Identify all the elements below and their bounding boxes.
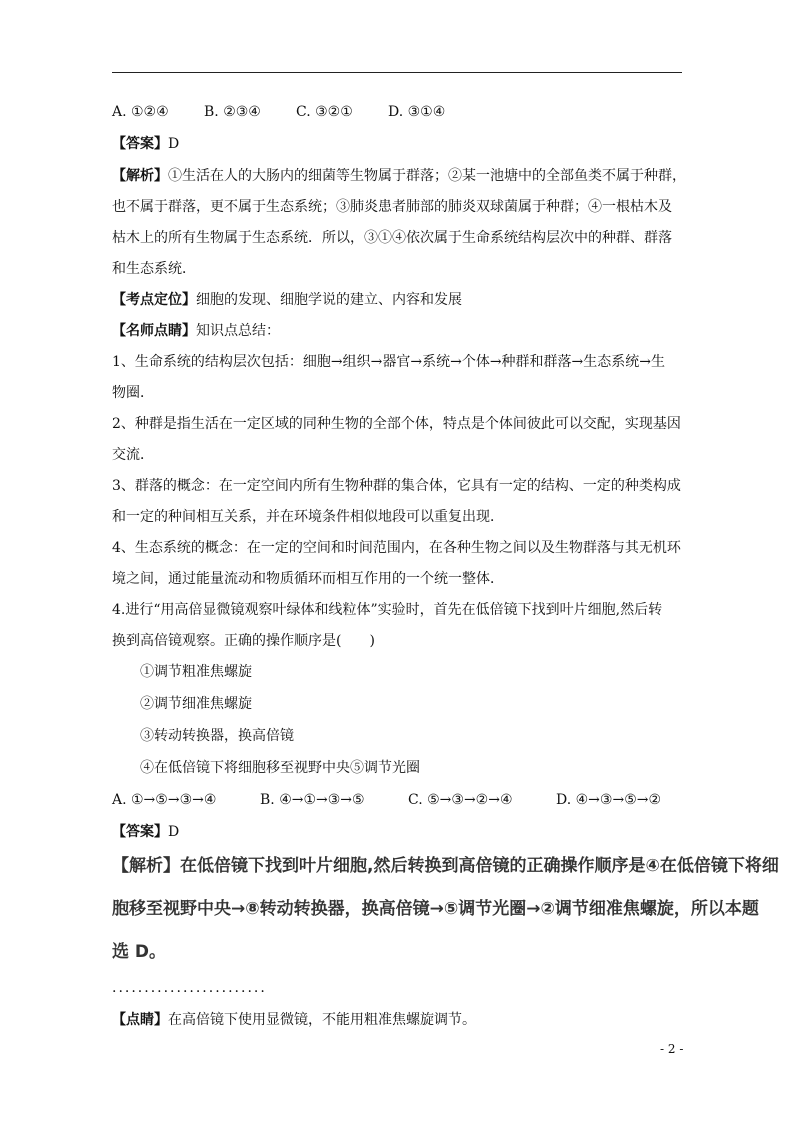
q3-analysis-line: 也不属于群落，更不属于生态系统；③肺炎患者肺部的肺炎双球菌属于种群；④一根枯木及 [112, 199, 672, 215]
summary-line: 物圈． [112, 385, 154, 401]
summary-line: 4、生态系统的概念：在一定的空间和时间范围内，在各种生物之间以及生物群落与其无机环 [112, 540, 681, 556]
page-number: - 2 - [660, 1042, 684, 1056]
q3-kp-text: 细胞的发现、细胞学说的建立、内容和发展 [196, 292, 462, 308]
q3-tip-label: 【名师点睛】 [112, 323, 196, 339]
q4-answer [112, 822, 179, 842]
q3-tip-text: 知识点总结： [196, 323, 280, 339]
q4-step: ①调节粗准焦螺旋 [140, 664, 252, 680]
q3-kp-label: 【考点定位】 [112, 292, 196, 308]
summary-line: 1、生命系统的结构层次包括：细胞→组织→器官→系统→个体→种群和群落→生态系统→生 [112, 354, 666, 370]
q3-answer [112, 134, 179, 154]
q3-option-a: A. ①②④ [112, 104, 169, 120]
q4-options [112, 790, 661, 810]
q4-option-b: B. ④→①→③→⑤ [260, 792, 365, 808]
summary-line: 3、群落的概念：在一定空间内所有生物种群的集合体，它具有一定的结构、一定的种类构成 [112, 478, 681, 494]
q4-step: ③转动转换器，换高倍镜 [140, 728, 294, 744]
dotted-separator: ........................ [112, 980, 267, 996]
q4-point-text: 在高倍镜下使用显微镜，不能用粗准焦螺旋调节。 [168, 1012, 476, 1028]
q3-answer-label: 【答案】 [112, 136, 168, 152]
q4-stem-line: 4.进行“用高倍显微镜观察叶绿体和线粒体”实验时，首先在低倍镜下找到叶片细胞,然后转 [112, 602, 663, 618]
summary-line: 2、种群是指生活在一定区域的同种生物的全部个体，特点是个体间彼此可以交配，实现基因 [112, 416, 681, 432]
q4-analysis-line: 【解析】在低倍镜下找到叶片细胞,然后转换到高倍镜的正确操作顺序是④在低倍镜下将细 [112, 856, 779, 876]
q3-teacher-tip [112, 321, 280, 341]
q4-point-label: 【点睛】 [112, 1012, 168, 1028]
q4-answer-label: 【答案】 [112, 824, 168, 840]
q3-option-d: D. ③①④ [388, 104, 446, 120]
q3-analysis-line: 枯木上的所有生物属于生态系统．所以，③①④依次属于生命系统结构层次中的种群、群落 [112, 230, 672, 246]
header-rule [112, 72, 682, 73]
q4-analysis-line: 选 D。 [112, 942, 167, 962]
q3-analysis-line: 【解析】①生活在人的大肠内的细菌等生物属于群落；②某一池塘中的全部鱼类不属于种群， [112, 168, 686, 184]
q4-step: ②调节细准焦螺旋 [140, 696, 252, 712]
q4-answer-value: D [168, 824, 180, 840]
q3-answer-value: D [168, 136, 180, 152]
q3-analysis-label: 【解析】 [112, 168, 168, 184]
q4-option-a: A. ①→⑤→③→④ [112, 792, 217, 808]
q4-point [112, 1010, 476, 1030]
q3-knowledge-point [112, 290, 462, 310]
q3-options [112, 102, 445, 122]
q3-analysis-line: 和生态系统． [112, 261, 196, 277]
q4-option-c: C. ⑤→③→②→④ [408, 792, 513, 808]
q3-option-b: B. ②③④ [204, 104, 261, 120]
q3-option-c: C. ③②① [296, 104, 353, 120]
q4-step: ④在低倍镜下将细胞移至视野中央⑤调节光圈 [140, 760, 420, 776]
q4-option-d: D. ④→③→⑤→② [556, 792, 662, 808]
summary-line: 交流． [112, 447, 154, 463]
summary-line: 境之间，通过能量流动和物质循环而相互作用的一个统一整体． [112, 571, 504, 587]
summary-line: 和一定的种间相互关系，并在环境条件相似地段可以重复出现． [112, 509, 504, 525]
q4-stem-line: 换到高倍镜观察。正确的操作顺序是( ) [112, 633, 375, 649]
q4-analysis-line: 胞移至视野中央→⑧转动转换器，换高倍镜→⑤调节光圈→②调节细准焦螺旋，所以本题 [112, 899, 759, 919]
